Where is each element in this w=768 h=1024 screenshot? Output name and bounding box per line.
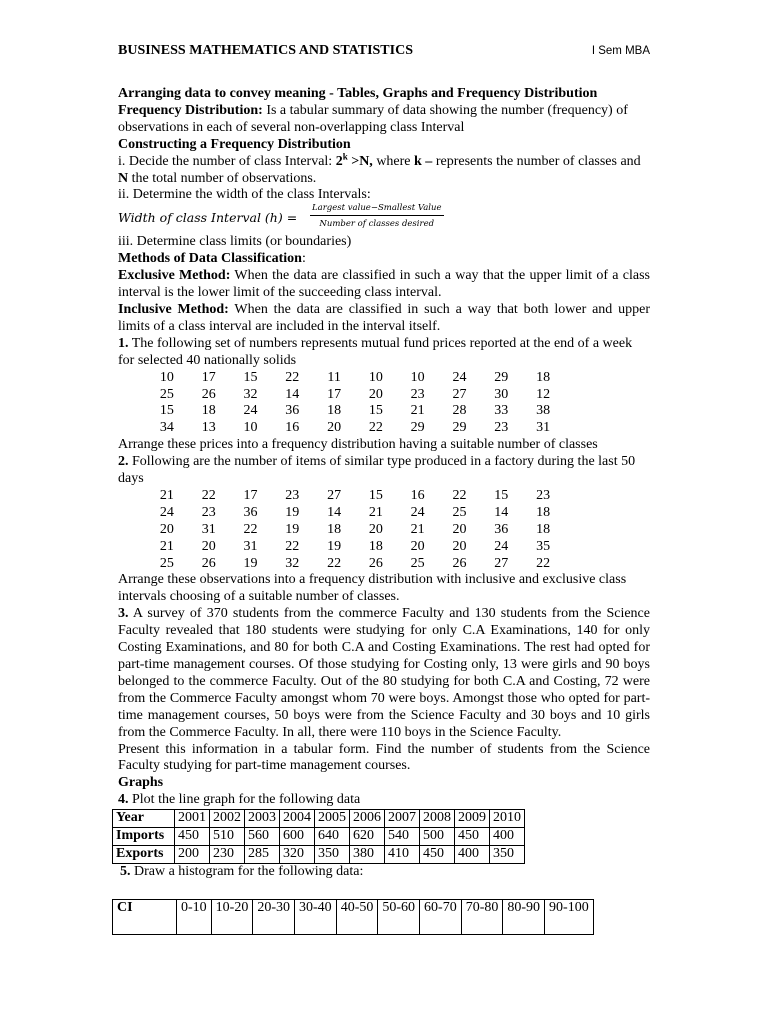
table-cell: 450 (175, 828, 210, 846)
table-cell: 32 (285, 555, 300, 571)
table-cell: 20-30 (253, 899, 295, 934)
table-cell: 26 (368, 555, 383, 571)
question-4: 4. Plot the line graph for the following data (118, 792, 361, 808)
table-row (146, 539, 564, 556)
table-cell: 400 (490, 828, 525, 846)
table-cell: 36 (285, 403, 300, 419)
table-row (113, 899, 594, 934)
table-cell: 15 (243, 369, 258, 385)
table-cell: 30 (494, 386, 509, 402)
table-cell: 36 (494, 521, 509, 537)
table-cell: 32 (243, 386, 258, 402)
table-cell: 13 (201, 420, 216, 436)
table-cell: 18 (201, 403, 216, 419)
table-cell: 450 (420, 845, 455, 863)
table-cell: 23 (536, 487, 551, 503)
row-header-cell: CI (113, 899, 177, 934)
table-cell: 640 (315, 828, 350, 846)
table-cell: 31 (243, 538, 258, 554)
table-cell: 36 (243, 504, 258, 520)
table-cell: 27 (494, 555, 509, 571)
table-row (113, 810, 525, 828)
table-cell: 10 (243, 420, 258, 436)
table-cell: 31 (201, 521, 216, 537)
inclusive-method: Inclusive Method: When the data are classified in such a way that both lower and upper limits of a class interval are included in the interval itself. (118, 301, 651, 334)
q3-instruction: Present this information in a tabular form. Find the number of students from the Science Faculty studying for part-time management courses. (118, 741, 650, 774)
table-cell: 30-40 (295, 899, 337, 934)
q1-instruction: Arrange these prices into a frequency distribution having a suitable number of classes (118, 437, 598, 453)
table-cell: 25 (410, 555, 425, 571)
table-cell: 11 (327, 369, 341, 385)
question-2: 2. Following are the number of items of similar type produced in a factory during the last 50 days (118, 454, 636, 487)
step-2: ii. Determine the width of the class Intervals: (118, 187, 371, 203)
table-cell: 22 (368, 420, 383, 436)
table-cell: 2010 (490, 810, 525, 828)
table-cell: 34 (159, 420, 174, 436)
table-cell: 26 (201, 386, 216, 402)
table-row (146, 488, 564, 505)
table-cell: 450 (455, 828, 490, 846)
table-cell: 18 (327, 403, 342, 419)
table-row (146, 370, 564, 387)
table-cell: 15 (159, 403, 174, 419)
row-header-cell: Exports (113, 845, 175, 863)
table-cell: 14 (327, 504, 342, 520)
table-cell: 20 (410, 538, 425, 554)
table-cell: 320 (280, 845, 315, 863)
q4-data-table (112, 809, 525, 864)
q1-data-table (146, 370, 564, 438)
table-cell: 18 (536, 521, 551, 537)
table-cell: 0-10 (177, 899, 212, 934)
q2-instruction: Arrange these observations into a frequency distribution with inclusive and exclusive class intervals choosing of a suitable number of classes. (118, 572, 627, 605)
table-cell: 22 (243, 521, 258, 537)
table-row (113, 828, 525, 846)
table-cell: 400 (455, 845, 490, 863)
table-cell: 560 (245, 828, 280, 846)
width-formula (118, 204, 650, 234)
table-cell: 22 (285, 369, 300, 385)
table-cell: 20 (159, 521, 174, 537)
row-header-cell: Year (113, 810, 175, 828)
table-cell: 20 (201, 538, 216, 554)
table-cell: 500 (420, 828, 455, 846)
table-cell: 27 (327, 487, 342, 503)
table-cell: 2002 (210, 810, 245, 828)
table-cell: 2007 (385, 810, 420, 828)
row-header-cell: Imports (113, 828, 175, 846)
q5-data-table (112, 899, 594, 935)
table-cell: 21 (159, 487, 174, 503)
table-cell: 200 (175, 845, 210, 863)
table-cell: 19 (285, 504, 300, 520)
table-cell: 23 (201, 504, 216, 520)
table-cell: 24 (452, 369, 467, 385)
semester-label: I Sem MBA (591, 45, 650, 57)
table-cell: 38 (536, 403, 551, 419)
table-row (146, 522, 564, 539)
table-cell: 380 (350, 845, 385, 863)
table-cell: 16 (285, 420, 300, 436)
table-cell: 18 (536, 369, 551, 385)
table-cell: 17 (327, 386, 342, 402)
table-cell: 29 (452, 420, 467, 436)
table-cell: 21 (410, 403, 425, 419)
table-cell: 26 (452, 555, 467, 571)
document-body (118, 86, 650, 935)
graphs-heading: Graphs (118, 775, 164, 791)
step-3: iii. Determine class limits (or boundaries) (118, 234, 352, 250)
table-cell: 2008 (420, 810, 455, 828)
table-cell: 350 (490, 845, 525, 863)
table-cell: 510 (210, 828, 245, 846)
constructing-heading: Constructing a Frequency Distribution (118, 136, 351, 152)
table-cell: 16 (410, 487, 425, 503)
table-cell: 70-80 (461, 899, 503, 934)
step-1: i. Decide the number of class Interval: $2^k >N$, where k – represents the number of classes and N the total number of observations. (118, 150, 641, 186)
formula-lhs: Width of class Interval (h) = (118, 210, 298, 226)
table-cell: 22 (452, 487, 467, 503)
table-cell: 10 (368, 369, 383, 385)
table-cell: 25 (159, 555, 174, 571)
table-cell: 22 (327, 555, 342, 571)
table-cell: 24 (159, 504, 174, 520)
table-cell: 2004 (280, 810, 315, 828)
table-cell: 14 (285, 386, 300, 402)
table-cell: 29 (410, 420, 425, 436)
formula-denominator: Number of classes desired (319, 219, 435, 230)
table-cell: 10-20 (211, 899, 253, 934)
table-cell: 410 (385, 845, 420, 863)
formula-fraction (310, 202, 444, 232)
table-cell: 350 (315, 845, 350, 863)
question-1: 1. The following set of numbers represents mutual fund prices reported at the end of a week for selected 40 nationally solids (118, 335, 633, 368)
table-cell: 620 (350, 828, 385, 846)
table-cell: 17 (201, 369, 216, 385)
table-cell: 35 (536, 538, 551, 554)
table-cell: 10 (159, 369, 174, 385)
table-cell: 24 (410, 504, 425, 520)
table-cell: 18 (368, 538, 383, 554)
table-cell: 27 (452, 386, 467, 402)
section-title: Arranging data to convey meaning - Tables, Graphs and Frequency Distribution (118, 86, 598, 101)
table-cell: 23 (285, 487, 300, 503)
table-cell: 18 (327, 521, 342, 537)
table-cell: 19 (327, 538, 342, 554)
table-cell: 20 (327, 420, 342, 436)
table-cell: 21 (410, 521, 425, 537)
table-cell: 25 (452, 504, 467, 520)
table-cell: 29 (494, 369, 509, 385)
table-row (146, 420, 564, 437)
table-cell: 22 (285, 538, 300, 554)
table-row (146, 556, 564, 573)
frequency-definition: Frequency Distribution: Is a tabular summary of data showing the number (frequency) of observations in each of several non-overlapping class Interval (118, 102, 628, 135)
table-row (146, 387, 564, 404)
table-cell: 285 (245, 845, 280, 863)
table-cell: 15 (494, 487, 509, 503)
table-cell: 14 (494, 504, 509, 520)
question-5: 5. Draw a histogram for the following data: (120, 863, 364, 879)
table-row (146, 403, 564, 420)
table-cell: 33 (494, 403, 509, 419)
table-cell: 50-60 (378, 899, 420, 934)
table-cell: 23 (494, 420, 509, 436)
table-cell: 17 (243, 487, 258, 503)
table-cell: 20 (368, 521, 383, 537)
table-cell: 28 (452, 403, 467, 419)
table-cell: 20 (452, 538, 467, 554)
table-cell: 26 (201, 555, 216, 571)
formula-numerator: Largest value−Smallest Value (310, 202, 444, 216)
table-row (113, 845, 525, 863)
table-cell: 31 (536, 420, 551, 436)
table-cell: 60-70 (420, 899, 462, 934)
table-cell: 230 (210, 845, 245, 863)
q2-data-table (146, 488, 564, 573)
table-cell: 23 (410, 386, 425, 402)
table-cell: 12 (536, 386, 551, 402)
table-cell: 22 (536, 555, 551, 571)
table-cell: 19 (285, 521, 300, 537)
table-cell: 21 (368, 504, 383, 520)
table-cell: 20 (368, 386, 383, 402)
table-cell: 2005 (315, 810, 350, 828)
table-cell: 540 (385, 828, 420, 846)
table-cell: 2003 (245, 810, 280, 828)
table-cell: 21 (159, 538, 174, 554)
table-cell: 24 (243, 403, 258, 419)
table-cell: 90-100 (545, 899, 594, 934)
table-cell: 2006 (350, 810, 385, 828)
exclusive-method: Exclusive Method: When the data are classified in such a way that the upper limit of a class interval is the lower limit of the succeeding class interval. (118, 268, 651, 301)
table-cell: 80-90 (503, 899, 545, 934)
table-cell: 15 (368, 403, 383, 419)
table-cell: 18 (536, 504, 551, 520)
table-cell: 22 (201, 487, 216, 503)
table-cell: 10 (410, 369, 425, 385)
table-cell: 40-50 (336, 899, 378, 934)
table-cell: 600 (280, 828, 315, 846)
table-cell: 20 (452, 521, 467, 537)
course-title: BUSINESS MATHEMATICS AND STATISTICS (118, 43, 413, 58)
table-cell: 24 (494, 538, 509, 554)
table-cell: 19 (243, 555, 258, 571)
table-cell: 2001 (175, 810, 210, 828)
table-cell: 25 (159, 386, 174, 402)
table-cell: 2009 (455, 810, 490, 828)
question-3: 3. A survey of 370 students from the commerce Faculty and 130 students from the Science Faculty revealed that 180 students were studying for only C.A Examinations, 140 for only Costing Examinations, and 80 for both C.A and Costing Examinations. The rest had opted for part-time management courses. Of those studying for Costing only, 13 were girls and 90 boys belonged to the commerce Faculty. Out of the 80 studying for both C.A and Costing, 72 were from the Commerce Faculty amongst whom 70 were boys. Amongst those who opted for part-time management courses, 50 boys were from the Science Faculty and 30 boys and 10 girls from the Commerce Faculty. In all, there were 110 boys in the Science Faculty. (118, 606, 650, 740)
page-header (118, 43, 650, 61)
methods-heading: Methods of Data Classification: (118, 251, 306, 267)
table-row (146, 505, 564, 522)
table-cell: 15 (368, 487, 383, 503)
